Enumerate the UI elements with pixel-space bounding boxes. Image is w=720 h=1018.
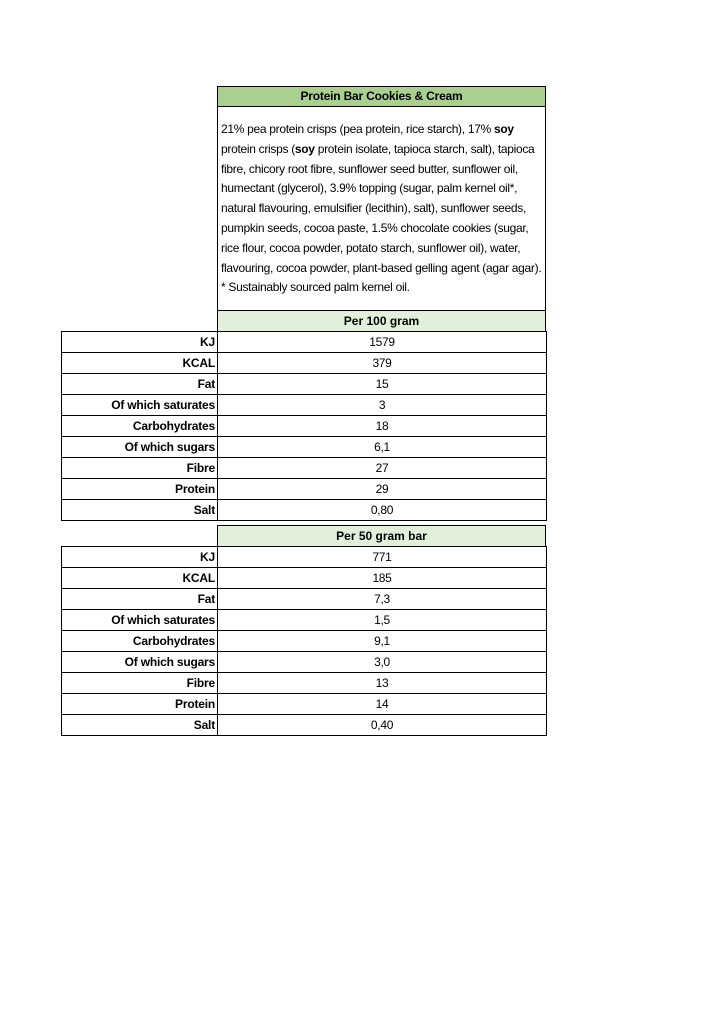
nutrient-value: 7,3 [218, 589, 547, 610]
nutrient-value: 3,0 [218, 652, 547, 673]
nutrient-value: 3 [218, 395, 547, 416]
nutrient-value: 9,1 [218, 631, 547, 652]
nutrient-value: 18 [218, 416, 547, 437]
table-row [62, 673, 547, 694]
nutrient-label: Of which sugars [62, 437, 218, 458]
nutrient-label: Salt [62, 715, 218, 736]
product-title: Protein Bar Cookies & Cream [217, 86, 546, 107]
table-row [62, 610, 547, 631]
ingredients-part: 21% pea protein crisps (pea protein, rice starch), 17% [221, 122, 494, 136]
nutrient-value: 771 [218, 547, 547, 568]
nutrient-label: Protein [62, 479, 218, 500]
nutrient-label: KCAL [62, 353, 218, 374]
table-row [62, 589, 547, 610]
nutrient-label: Protein [62, 694, 218, 715]
nutrient-label: Salt [62, 500, 218, 521]
nutrient-label: KJ [62, 332, 218, 353]
nutrient-value: 14 [218, 694, 547, 715]
nutrient-label: Fibre [62, 673, 218, 694]
ingredients-part: protein isolate, tapioca starch, salt), tapioca fibre, chicory root fibre, sunflower seed butter, sunflower oil, humectant (glycerol), 3.9% topping (sugar, palm kernel oil*, natural flavouring, emulsifier (lecithin), salt), sunflower seeds, pumpkin seeds, cocoa paste, 1.5% chocolate cookies (sugar, rice flour, cocoa powder, potato starch, sunflower oil), water, flavouring, cocoa powder, plant-based gelling agent (agar agar). * Sustainably sourced palm kernel oil. [221, 141, 542, 295]
per-50-gram-bar-heading: Per 50 gram bar [217, 525, 546, 547]
nutrient-label: KCAL [62, 568, 218, 589]
nutrient-value: 15 [218, 374, 547, 395]
table-row [62, 631, 547, 652]
nutrient-label: Carbohydrates [62, 631, 218, 652]
nutrient-label: KJ [62, 547, 218, 568]
nutrient-label: Fat [62, 589, 218, 610]
table-row [62, 416, 547, 437]
table-row [62, 547, 547, 568]
nutrient-value: 379 [218, 353, 547, 374]
nutrient-label: Fat [62, 374, 218, 395]
nutrient-value: 1579 [218, 332, 547, 353]
nutrient-label: Of which saturates [62, 395, 218, 416]
table-row [62, 652, 547, 673]
nutrient-value: 1,5 [218, 610, 547, 631]
table-row [62, 353, 547, 374]
ingredients-allergen: soy [294, 141, 315, 156]
nutrient-label: Carbohydrates [62, 416, 218, 437]
nutrient-value: 185 [218, 568, 547, 589]
nutrient-value: 0,40 [218, 715, 547, 736]
table-row [62, 694, 547, 715]
table-row [62, 479, 547, 500]
nutrient-value: 6,1 [218, 437, 547, 458]
ingredients-allergen: soy [493, 122, 514, 136]
ingredients-part: protein crisps ( [221, 141, 295, 156]
nutrition-table-per-100 [61, 331, 547, 521]
nutrient-value: 27 [218, 458, 547, 479]
nutrient-label: Of which sugars [62, 652, 218, 673]
per-100-gram-heading: Per 100 gram [217, 310, 546, 332]
nutrient-value: 13 [218, 673, 547, 694]
table-row [62, 568, 547, 589]
ingredients-text [217, 106, 546, 311]
nutrient-value: 0,80 [218, 500, 547, 521]
nutrition-table-per-50 [61, 546, 547, 736]
table-row [62, 395, 547, 416]
table-row [62, 374, 547, 395]
nutrient-label: Fibre [62, 458, 218, 479]
table-row [62, 715, 547, 736]
nutrient-value: 29 [218, 479, 547, 500]
nutrient-label: Of which saturates [62, 610, 218, 631]
table-row [62, 458, 547, 479]
table-row [62, 437, 547, 458]
table-row [62, 500, 547, 521]
table-row [62, 332, 547, 353]
